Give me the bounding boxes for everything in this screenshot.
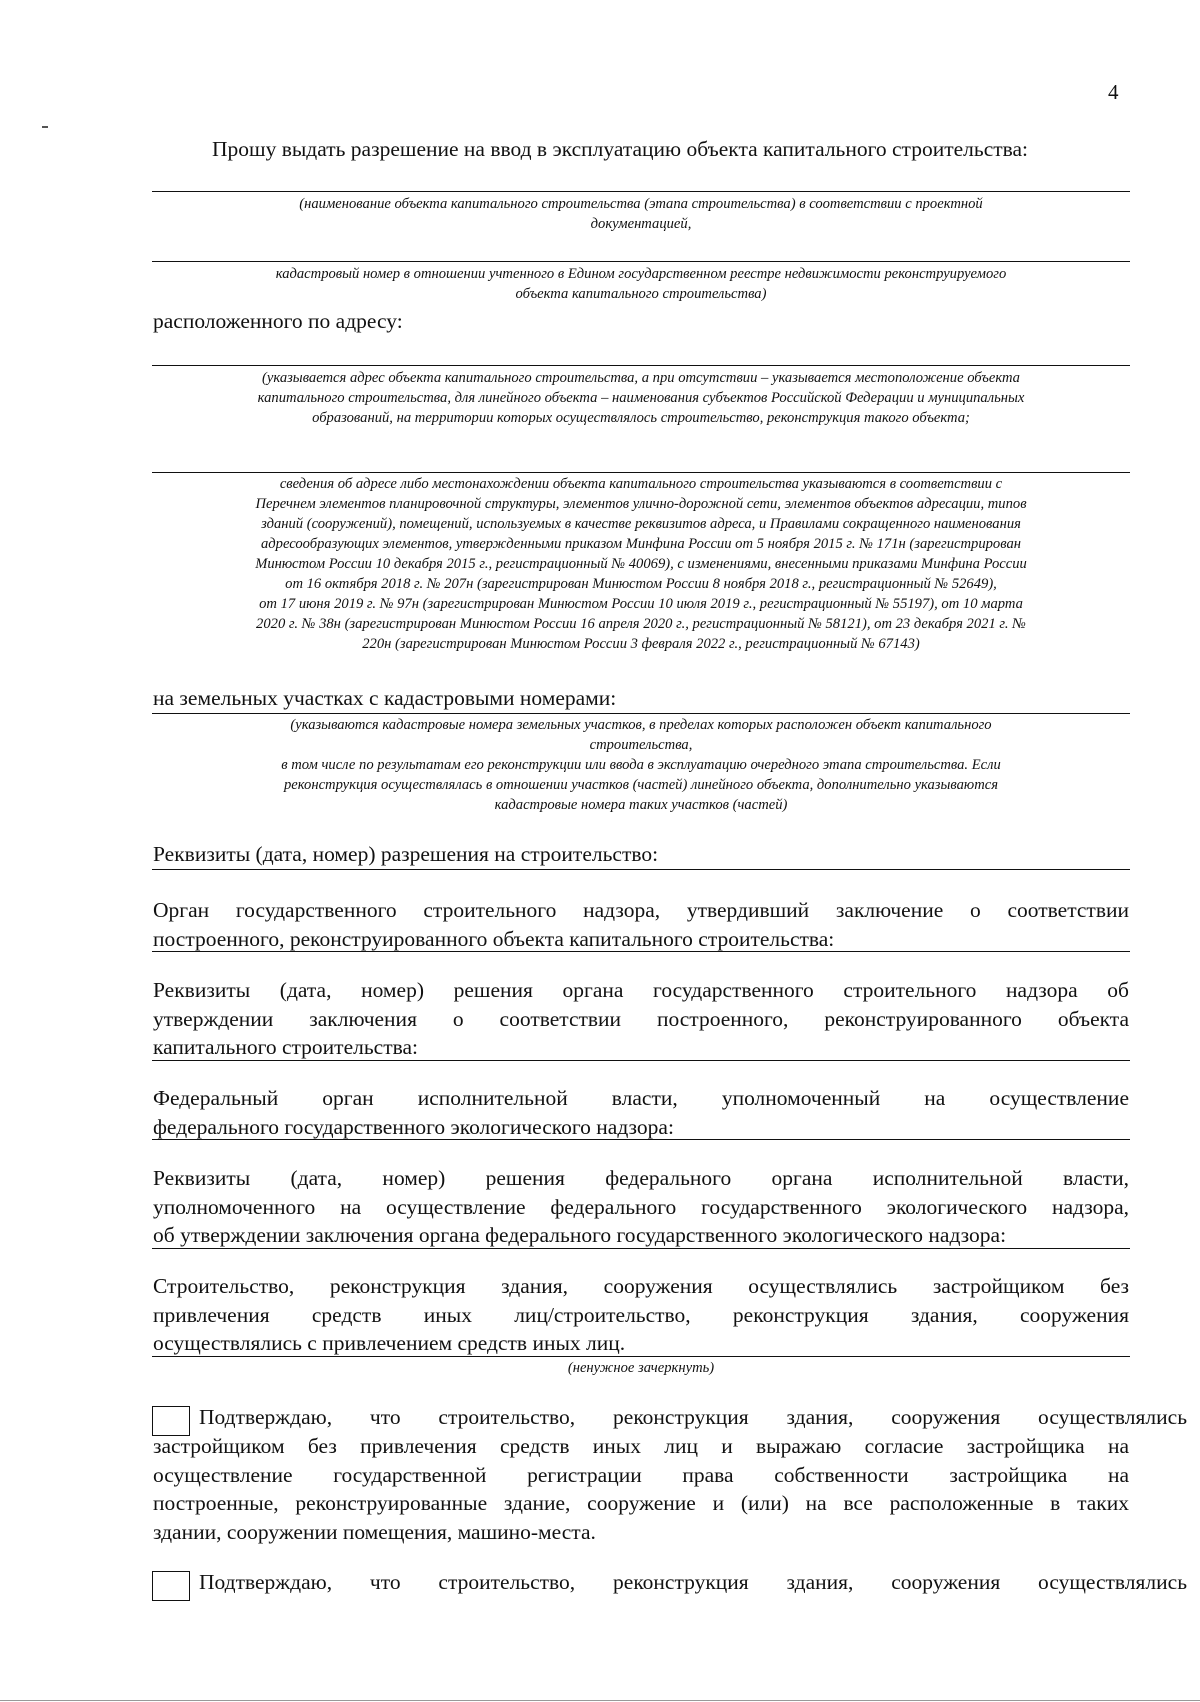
supervision-decision-text: Реквизиты (дата, номер) решения органа государственного строительного надзора об утверждении заключения о соответствии построенного, реконструированного объекта капитального строительства: bbox=[153, 978, 1129, 1059]
permit-label: Реквизиты (дата, номер) разрешения на строительство: bbox=[153, 842, 659, 866]
confirm-no-funds-text-cont: застройщиком без привлечения средств иных лиц и выражаю согласие застройщика на осуществление государственной регистрации права собственности застройщика на построенные, реконструированные здание, сооружение и (или) на все расположенные в таких здании, сооружении помещения, машино-места. bbox=[153, 1434, 1129, 1544]
permit-field[interactable] bbox=[152, 869, 1130, 870]
land-plots-field[interactable] bbox=[152, 713, 1130, 714]
note-strike-through: (ненужное зачеркнуть) bbox=[567, 1360, 715, 1376]
supervision-body-text: Орган государственного строительного надзора, утвердивший заключение о соответствии построенного, реконструированного объекта капитального строительства: bbox=[153, 898, 1129, 951]
note-address: (указывается адрес объекта капитального строительства, а при отсутствии – указывается местоположение объекта капитального строительства, для линейного объекта – наименования субъектов Российской Федерации и муниципальных образований, на территории которых осуществлялось строительство, реконструкция такого объекта; bbox=[257, 370, 1025, 426]
note-cadastral: кадастровый номер в отношении учтенного в Едином государственном реестре недвижимости реконструируемого объекта капитального строительства) bbox=[275, 266, 1007, 302]
land-plots-label: на земельных участках с кадастровыми номерами: bbox=[153, 686, 617, 710]
note-object-name: (наименование объекта капитального строительства (этапа строительства) в соответствии с проектной документацией, bbox=[299, 196, 983, 232]
object-name-field[interactable] bbox=[152, 191, 1130, 192]
address-field[interactable] bbox=[152, 365, 1130, 366]
note-address-info: сведения об адресе либо местонахождении объекта капитального строительства указываются в соответствии с Перечнем элементов планировочной структуры, элементов улично-дорожной сети, элементов объектов адресации, типов зданий (сооружений), помещений, используемых в качестве реквизитов адреса, и Правилами сокращенного наименования адресообразующих элементов, утвержденными приказом Минфина России от 5 ноября 2015 г. № 171н (зарегистрирован Минюстом России 10 декабря 2015 г., регистрационный № 40069), с изменениями, внесенными приказами Минфина России от 16 октября 2018 г. № 207н (зарегистрирован Минюстом России 8 ноября 2018 г., регистрационный № 52649), от 17 июня 2019 г. № 97н (зарегистрирован Минюстом России 10 июля 2019 г., регистрационный № 55197), от 10 марта 2020 г. № 38н (зарегистрирован Минюстом России 16 апреля 2020 г., регистрационный № 58121), от 23 декабря 2021 г. № 220н (зарегистрирован Минюстом России 3 февраля 2022 г., регистрационный № 67143) bbox=[255, 476, 1027, 652]
page-bottom-edge bbox=[0, 1700, 1200, 1701]
address-info-field[interactable] bbox=[152, 472, 1130, 473]
page-number: 4 bbox=[1108, 80, 1119, 104]
federal-decision-field[interactable] bbox=[152, 1248, 1130, 1249]
scan-mark bbox=[42, 126, 48, 128]
address-label: расположенного по адресу: bbox=[153, 309, 403, 333]
funding-field[interactable] bbox=[152, 1356, 1130, 1357]
supervision-body-field[interactable] bbox=[152, 951, 1130, 952]
federal-body-text: Федеральный орган исполнительной власти, уполномоченный на осуществление федерального государственного экологического надзора: bbox=[153, 1086, 1129, 1139]
confirm-with-funds-text: Подтверждаю, что строительство, реконструкция здания, сооружения осуществлялись bbox=[199, 1570, 1187, 1594]
funding-text: Строительство, реконструкция здания, сооружения осуществлялись застройщиком без привлечения средств иных лиц/строительство, реконструкция здания, сооружения осуществлялись с привлечением средств иных лиц. bbox=[153, 1274, 1129, 1355]
page-heading: Прошу выдать разрешение на ввод в эксплуатацию объекта капитального строительства: bbox=[212, 137, 1029, 161]
supervision-decision-field[interactable] bbox=[152, 1060, 1130, 1061]
federal-decision-text: Реквизиты (дата, номер) решения федерального органа исполнительной власти, уполномоченного на осуществление федерального государственного экологического надзора, об утверждении заключения органа федерального государственного экологического надзора: bbox=[153, 1166, 1129, 1247]
confirm-no-funds-text: Подтверждаю, что строительство, реконструкция здания, сооружения осуществлялись bbox=[199, 1405, 1187, 1429]
cadastral-number-field[interactable] bbox=[152, 261, 1130, 262]
federal-body-field[interactable] bbox=[152, 1139, 1130, 1140]
note-land-plots: (указываются кадастровые номера земельных участков, в пределах которых расположен объект капитального строительства, в том числе по результатам его реконструкции или ввода в эксплуатацию очередного этапа строительства. Если реконструкция осуществлялась в отношении участков (частей) линейного объекта, дополнительно указываются кадастровые номера таких участков (частей) bbox=[281, 717, 1001, 813]
